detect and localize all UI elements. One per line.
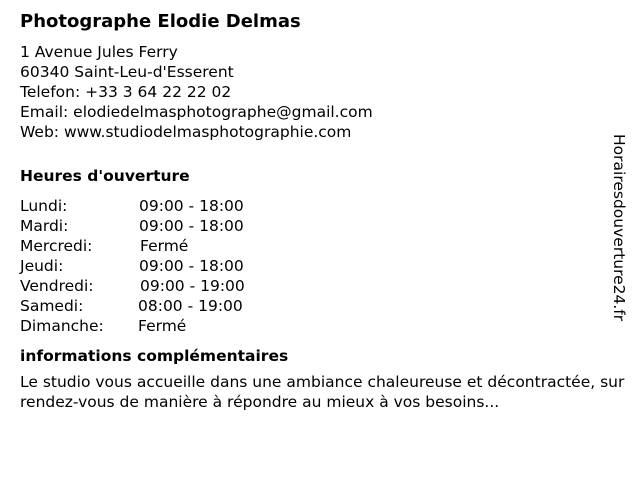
day-label: Mercredi: — [20, 237, 93, 255]
info-title: informations complémentaires — [20, 347, 289, 365]
hours-row-friday — [20, 276, 632, 296]
day-hours: Fermé — [140, 237, 189, 255]
business-card — [20, 10, 632, 412]
site-watermark: Horairesdouverture24.fr — [610, 134, 628, 322]
hours-row-saturday — [20, 296, 632, 316]
day-label: Vendredi: — [20, 277, 94, 295]
address-line-2: 60340 Saint-Leu-d'Esserent — [20, 63, 234, 81]
email-line: Email: elodiedelmasphotographe@gmail.com — [20, 103, 373, 121]
hours-row-thursday — [20, 256, 632, 276]
day-hours: 09:00 - 19:00 — [140, 277, 245, 295]
hours-row-monday — [20, 196, 632, 216]
day-hours: 09:00 - 18:00 — [139, 197, 244, 215]
day-label: Lundi: — [20, 197, 68, 215]
day-hours: 09:00 - 18:00 — [139, 257, 244, 275]
hours-row-sunday — [20, 316, 632, 336]
business-name: Photographe Elodie Delmas — [20, 11, 301, 32]
day-hours: 08:00 - 19:00 — [138, 297, 243, 315]
hours-row-tuesday — [20, 216, 632, 236]
address-line-1: 1 Avenue Jules Ferry — [20, 43, 178, 61]
day-hours: Fermé — [138, 317, 187, 335]
day-label: Samedi: — [20, 297, 84, 315]
info-description: Le studio vous accueille dans une ambiance chaleureuse et décontractée, sur rendez-vous de manière à répondre au mieux à vos besoins... — [20, 373, 625, 411]
hours-table — [20, 196, 632, 336]
day-label: Dimanche: — [20, 317, 104, 335]
day-label: Mardi: — [20, 217, 69, 235]
web-line: Web: www.studiodelmasphotographie.com — [20, 123, 352, 141]
hours-title: Heures d'ouverture — [20, 167, 190, 185]
day-label: Jeudi: — [20, 257, 64, 275]
hours-row-wednesday — [20, 236, 632, 256]
day-hours: 09:00 - 18:00 — [139, 217, 244, 235]
phone-line: Telefon: +33 3 64 22 22 02 — [20, 83, 232, 101]
